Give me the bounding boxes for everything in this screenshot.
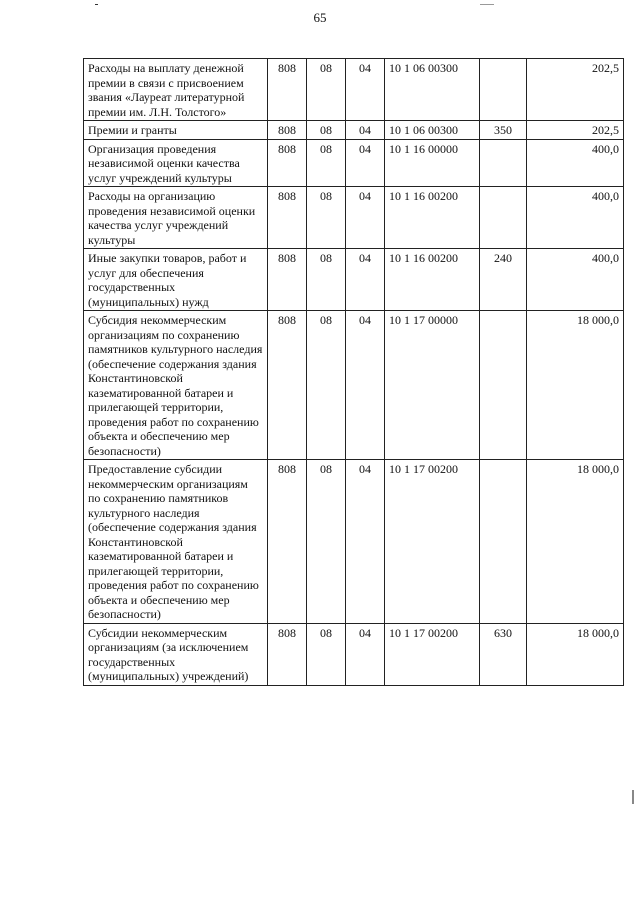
expense-name-cell: Расходы на организацию проведения независимой оценки качества услуг учреждений культуры <box>84 187 268 249</box>
amount-cell: 202,5 <box>527 121 624 140</box>
target-article-cell: 10 1 06 00300 <box>385 59 480 121</box>
grbs-code-cell: 808 <box>268 59 307 121</box>
table-row <box>84 187 624 249</box>
section-code-cell: 08 <box>307 59 346 121</box>
expense-name-cell: Премии и гранты <box>84 121 268 140</box>
expense-type-cell <box>480 139 527 187</box>
subsection-code-cell: 04 <box>346 187 385 249</box>
amount-cell: 18 000,0 <box>527 460 624 624</box>
section-code-cell: 08 <box>307 460 346 624</box>
expense-type-cell <box>480 460 527 624</box>
amount-cell: 400,0 <box>527 139 624 187</box>
section-code-cell: 08 <box>307 187 346 249</box>
grbs-code-cell: 808 <box>268 460 307 624</box>
subsection-code-cell: 04 <box>346 121 385 140</box>
target-article-cell: 10 1 17 00200 <box>385 460 480 624</box>
table-row <box>84 59 624 121</box>
amount-cell: 400,0 <box>527 249 624 311</box>
expense-name-cell: Иные закупки товаров, работ и услуг для обеспечения государственных (муниципальных) нужд <box>84 249 268 311</box>
table-row <box>84 121 624 140</box>
expense-name-cell: Субсидии некоммерческим организациям (за исключением государственных (муниципальных) учреждений) <box>84 623 268 685</box>
table-row <box>84 139 624 187</box>
amount-cell: 18 000,0 <box>527 623 624 685</box>
section-code-cell: 08 <box>307 121 346 140</box>
budget-table <box>83 58 624 686</box>
scan-artifact <box>480 4 494 5</box>
table-row <box>84 249 624 311</box>
subsection-code-cell: 04 <box>346 139 385 187</box>
expense-type-cell: 350 <box>480 121 527 140</box>
grbs-code-cell: 808 <box>268 187 307 249</box>
section-code-cell: 08 <box>307 311 346 460</box>
target-article-cell: 10 1 17 00200 <box>385 623 480 685</box>
subsection-code-cell: 04 <box>346 59 385 121</box>
target-article-cell: 10 1 16 00000 <box>385 139 480 187</box>
amount-cell: 202,5 <box>527 59 624 121</box>
grbs-code-cell: 808 <box>268 121 307 140</box>
section-code-cell: 08 <box>307 139 346 187</box>
scan-artifact <box>95 4 98 5</box>
subsection-code-cell: 04 <box>346 623 385 685</box>
amount-cell: 18 000,0 <box>527 311 624 460</box>
expense-type-cell <box>480 59 527 121</box>
amount-cell: 400,0 <box>527 187 624 249</box>
target-article-cell: 10 1 06 00300 <box>385 121 480 140</box>
grbs-code-cell: 808 <box>268 249 307 311</box>
section-code-cell: 08 <box>307 249 346 311</box>
expense-type-cell <box>480 311 527 460</box>
page-number: 65 <box>313 10 327 25</box>
expense-type-cell <box>480 187 527 249</box>
section-code-cell: 08 <box>307 623 346 685</box>
expense-name-cell: Предоставление субсидии некоммерческим организациям по сохранению памятников культурного наследия (обеспечение содержания здания Константиновской казематированной батареи и прилегающей территории, проведения работ по сохранению объекта и обеспечению мер безопасности) <box>84 460 268 624</box>
grbs-code-cell: 808 <box>268 311 307 460</box>
table-row <box>84 460 624 624</box>
subsection-code-cell: 04 <box>346 460 385 624</box>
grbs-code-cell: 808 <box>268 139 307 187</box>
target-article-cell: 10 1 16 00200 <box>385 249 480 311</box>
table-row <box>84 623 624 685</box>
subsection-code-cell: 04 <box>346 249 385 311</box>
expense-type-cell: 240 <box>480 249 527 311</box>
grbs-code-cell: 808 <box>268 623 307 685</box>
target-article-cell: 10 1 16 00200 <box>385 187 480 249</box>
expense-name-cell: Субсидия некоммерческим организациям по сохранению памятников культурного наследия (обеспечение содержания здания Константиновской казематированной батареи и прилегающей территории, проведения работ по сохранению объекта и обеспечению мер безопасности) <box>84 311 268 460</box>
expense-name-cell: Организация проведения независимой оценки качества услуг учреждений культуры <box>84 139 268 187</box>
expense-type-cell: 630 <box>480 623 527 685</box>
scan-artifact <box>632 790 634 804</box>
table-row <box>84 311 624 460</box>
target-article-cell: 10 1 17 00000 <box>385 311 480 460</box>
subsection-code-cell: 04 <box>346 311 385 460</box>
expense-name-cell: Расходы на выплату денежной премии в связи с присвоением звания «Лауреат литературной премии им. Л.Н. Толстого» <box>84 59 268 121</box>
